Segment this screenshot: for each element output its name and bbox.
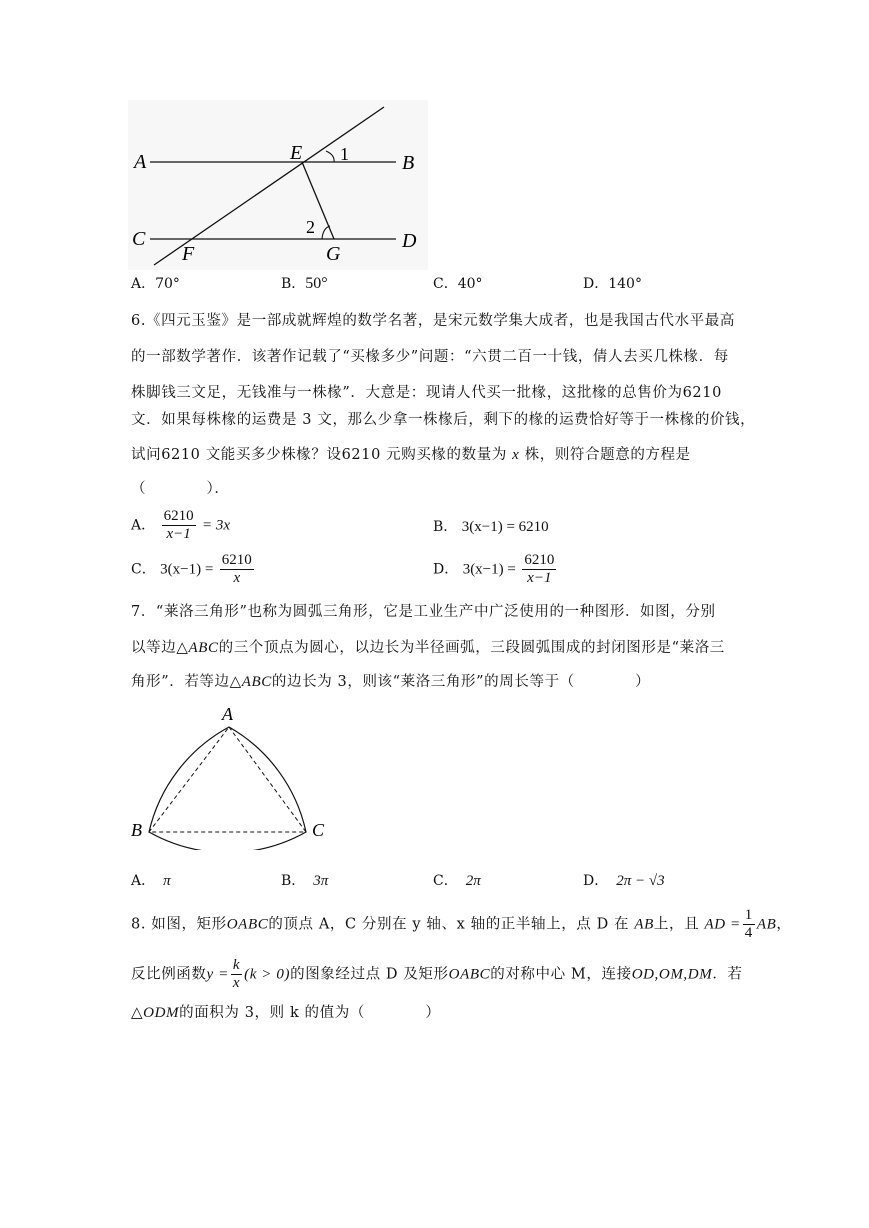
q5-option-b-value: 50° bbox=[305, 275, 328, 292]
label-b: B bbox=[402, 152, 415, 174]
q7-triangle-abc-2: △ABC bbox=[229, 674, 272, 690]
label-c: C bbox=[132, 228, 146, 250]
q8-fraction-numerator: 1 bbox=[744, 907, 753, 923]
q7-option-c-letter: C． bbox=[433, 873, 458, 889]
q6-option-a-denominator: x−1 bbox=[166, 526, 191, 542]
q8-k-over-x bbox=[231, 957, 242, 992]
q8-line-2-part-a: 反比例函数 bbox=[131, 966, 207, 983]
label-c: C bbox=[312, 820, 325, 840]
q7-triangle-abc: △ABC bbox=[176, 640, 219, 656]
q7-option-b-value: 3π bbox=[313, 873, 329, 889]
reuleaux-triangle-figure bbox=[126, 700, 336, 850]
q8-y-equals: y = bbox=[206, 966, 229, 983]
q8-line-2-part-h: ．若 bbox=[712, 966, 743, 983]
q6-option-d-letter: D． bbox=[433, 561, 459, 578]
q8-quarter-fraction bbox=[743, 907, 755, 942]
q5-option-a: A．70° bbox=[131, 276, 180, 292]
q6-line-2: 的一部数学著作．该著作记载了“买椽多少”问题：“六贯二百一十钱，倩人去买几株椽．每 bbox=[131, 349, 729, 365]
q8-x-denominator: x bbox=[232, 975, 241, 991]
q7-line-3-part-b: 的边长为 3，则该“莱洛三角形”的周长等于（ ） bbox=[271, 674, 651, 690]
q8-rect-oabc-2: OABC bbox=[448, 966, 491, 983]
q6-option-c-denominator: x bbox=[233, 570, 241, 586]
q7-option-b bbox=[281, 870, 328, 890]
q7-option-a bbox=[131, 870, 171, 890]
q6-line-3: 株脚钱三文足，无钱准与一株椽”．大意是：现请人代买一批椽，这批椽的总售价为6210 bbox=[131, 385, 722, 401]
q6-option-c-letter: C． bbox=[131, 561, 156, 578]
q6-option-c bbox=[131, 552, 256, 587]
q6-option-c-numerator: 6210 bbox=[221, 552, 252, 568]
q5-option-c: C．40° bbox=[433, 276, 483, 292]
q8-line-1-comma: ， bbox=[776, 916, 792, 933]
parallel-lines-figure bbox=[128, 100, 428, 270]
label-b: B bbox=[131, 820, 142, 840]
label-angle-2: 2 bbox=[306, 217, 315, 237]
q8-fraction-denominator: 4 bbox=[744, 925, 753, 941]
q6-answer-blank: （ ）． bbox=[131, 481, 230, 497]
q7-line-2 bbox=[131, 636, 725, 657]
q6-option-b-letter: B． bbox=[433, 519, 458, 535]
q6-option-d-fraction bbox=[522, 552, 556, 587]
q6-option-a-fraction bbox=[162, 508, 196, 543]
q7-line-1: 7．“莱洛三角形”也称为圆弧三角形，它是工业生产中广泛使用的一种图形．如图，分别 bbox=[131, 604, 716, 620]
q5-option-b-letter: B． bbox=[281, 276, 306, 292]
q6-variable-x: x bbox=[512, 447, 520, 463]
q6-line-1: 6.《四元玉鉴》是一部成就辉煌的数学名著，是宋元数学集大成者，也是我国古代水平最高 bbox=[131, 313, 735, 329]
label-d: D bbox=[402, 230, 417, 252]
label-g: G bbox=[326, 243, 341, 265]
q8-triangle-odm: △ODM bbox=[131, 1005, 180, 1021]
q7-line-3 bbox=[131, 670, 650, 691]
q8-k-condition: (k > 0) bbox=[244, 966, 291, 983]
q8-segment-ab-2: AB bbox=[756, 916, 777, 933]
q7-option-a-value: π bbox=[163, 873, 171, 889]
q5-option-b bbox=[281, 273, 328, 293]
q8-line-2-part-d: 的图象经过点 D 及矩形 bbox=[290, 966, 449, 983]
q8-segments: OD,OM,DM bbox=[631, 966, 713, 983]
q8-line-1-part-c: 的顶点 A，C 分别在 y 轴、x 轴的正半轴上，点 D 在 bbox=[268, 916, 630, 933]
q8-line-2-part-f: 的对称中心 M，连接 bbox=[490, 966, 632, 983]
q6-option-d-denominator: x−1 bbox=[527, 570, 552, 586]
q7-option-c-value: 2π bbox=[465, 873, 481, 889]
q6-option-d-numerator: 6210 bbox=[524, 552, 555, 568]
q6-option-a-numerator: 6210 bbox=[163, 508, 194, 524]
label-f: F bbox=[182, 243, 195, 265]
q8-line-1-part-a: 8. 如图，矩形 bbox=[131, 916, 227, 933]
q6-option-b-expression: 3(x−1) = 6210 bbox=[461, 519, 549, 535]
figure-background bbox=[128, 100, 428, 270]
q7-option-d-letter: D． bbox=[583, 873, 609, 889]
q8-rect-oabc: OABC bbox=[226, 916, 269, 933]
q8-ad-equals: AD = bbox=[704, 916, 741, 933]
q8-line-3 bbox=[131, 1001, 440, 1022]
q6-option-c-lhs: 3(x−1) = bbox=[160, 561, 214, 578]
q6-line-5 bbox=[131, 443, 691, 464]
label-e: E bbox=[290, 142, 303, 164]
q7-line-2-part-b: 的三个顶点为圆心，以边长为半径画弧，三段圆弧围成的封闭图形是“莱洛三 bbox=[218, 640, 725, 656]
q6-option-d bbox=[433, 552, 558, 587]
q5-option-d: D．140° bbox=[583, 276, 642, 292]
q8-line-1 bbox=[131, 907, 791, 942]
q7-option-d-value: 2π − √3 bbox=[616, 873, 665, 889]
q8-segment-ab: AB bbox=[634, 916, 654, 933]
reuleaux-arcs bbox=[149, 727, 306, 850]
q6-option-b bbox=[433, 516, 549, 536]
q7-option-c bbox=[433, 870, 481, 890]
q8-line-1-part-e: 上，且 bbox=[653, 916, 700, 933]
q6-line-5-part-b: 株，则符合题意的方程是 bbox=[524, 447, 691, 463]
equilateral-triangle-dashed bbox=[149, 727, 306, 832]
q6-option-c-fraction bbox=[220, 552, 254, 587]
q6-option-a-letter: A． bbox=[131, 517, 156, 534]
q6-line-5-part-a: 试问6210 文能买多少株椽？设6210 元购买椽的数量为 bbox=[131, 447, 507, 463]
q6-option-a bbox=[131, 508, 230, 543]
q6-option-a-rhs: = 3x bbox=[202, 517, 231, 534]
label-angle-1: 1 bbox=[340, 144, 349, 164]
q7-option-d bbox=[583, 870, 665, 890]
q6-line-4: 文．如果每株椽的运费是 3 文，那么少拿一株椽后，剩下的椽的运费恰好等于一株椽的价钱， bbox=[131, 412, 756, 428]
q7-line-3-part-a: 角形”．若等边 bbox=[131, 674, 230, 690]
q8-k-numerator: k bbox=[232, 957, 241, 973]
q7-option-b-letter: B． bbox=[281, 873, 306, 889]
label-a: A bbox=[134, 151, 147, 173]
q6-option-d-lhs: 3(x−1) = bbox=[462, 561, 516, 578]
q7-line-2-part-a: 以等边 bbox=[131, 640, 177, 656]
q7-option-a-letter: A． bbox=[131, 873, 156, 889]
label-a: A bbox=[222, 704, 233, 724]
q8-line-2 bbox=[131, 957, 743, 992]
q8-line-3-part-b: 的面积为 3，则 k 的值为（ ） bbox=[179, 1005, 441, 1021]
